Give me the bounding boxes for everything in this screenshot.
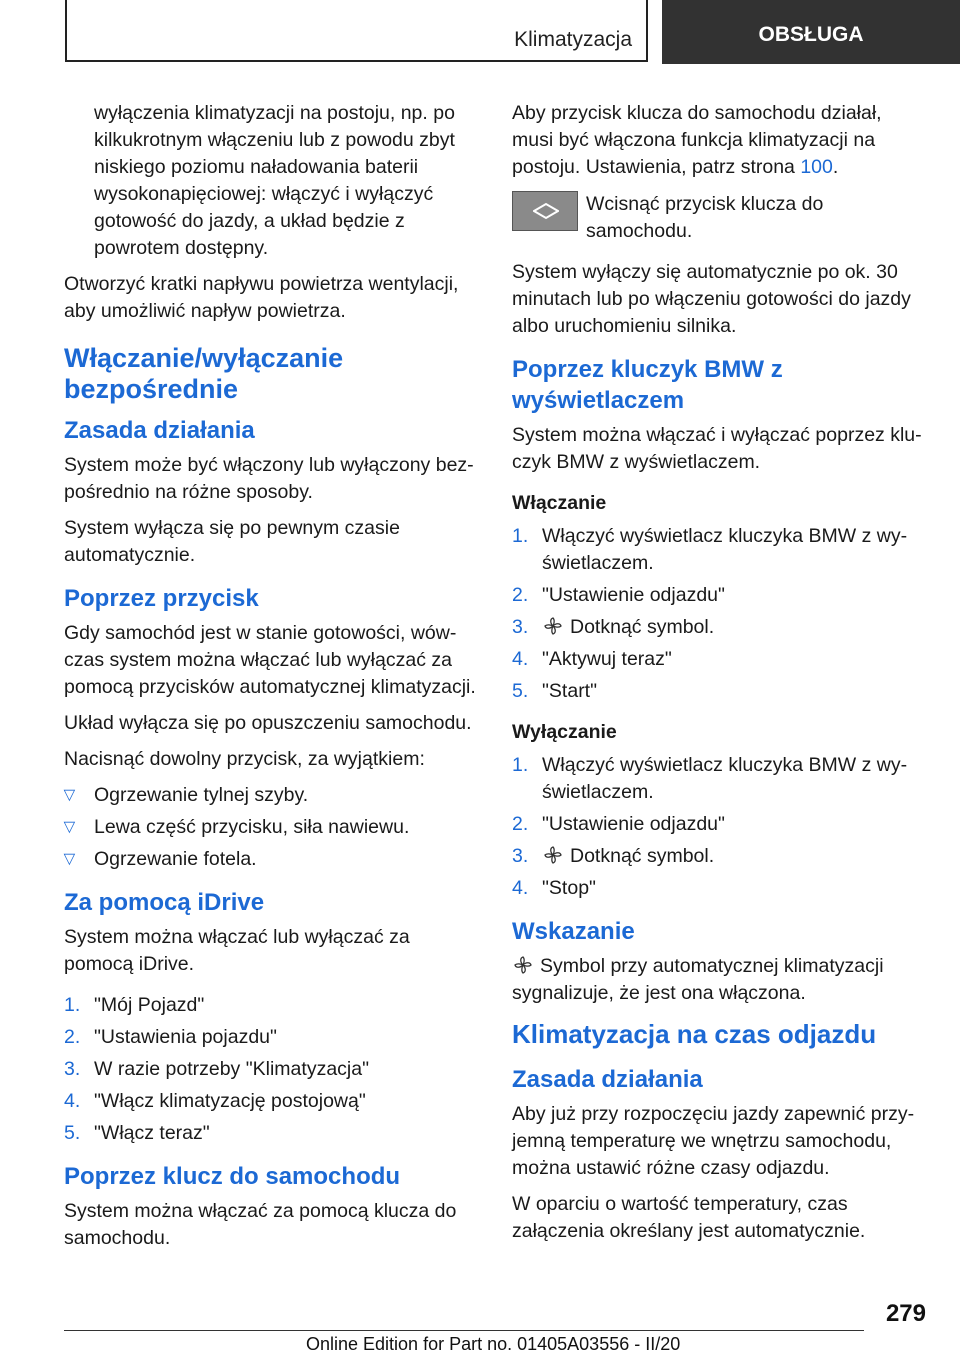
step-text: "Stop"	[542, 877, 596, 899]
step-number: 1.	[64, 994, 81, 1016]
list-item	[512, 582, 924, 609]
departure-paragraph-1: Aby już przy rozpoczęciu jazdy zapewnić przyjemną temperaturę we wnętrzu samochodu, można ustawić różne czasy odjazdu.	[512, 1103, 915, 1179]
step-text: W razie potrzeby "Klimatyzacja"	[94, 1058, 370, 1080]
period: .	[832, 156, 839, 178]
list-item	[64, 1120, 476, 1147]
step-text: "Ustawienie odjazdu"	[542, 813, 725, 835]
step-text: Dotknąć symbol.	[570, 616, 715, 638]
heading-display-key: Poprzez kluczyk BMW z wyświetlaczem	[512, 356, 783, 414]
switch-off-steps	[512, 752, 924, 902]
heading-departure: Klimatyzacja na czas odjazdu	[512, 1019, 877, 1049]
idrive-steps	[64, 992, 476, 1147]
vents-paragraph: Otworzyć kratki napływu powietrza wentylacji, aby umożliwić napływ powietrza.	[64, 273, 459, 322]
intro-paragraph: wyłączenia klimatyzacji na postoju, np. po kilkukrotnym włączeniu lub z powodu zbyt niskiego poziomu naładowania baterii wysokonapięciowej: włączyć i wyłączyć gotowość do jazdy, a układ będzie z powrotem dostępny.	[94, 102, 455, 259]
button-paragraph-3: Nacisnąć dowolny przycisk, za wyjątkiem:	[64, 748, 425, 770]
step-number: 3.	[512, 845, 529, 867]
principle-paragraph-2: System wyłącza się po pewnym czasie automatycznie.	[64, 517, 400, 566]
step-number: 2.	[512, 813, 529, 835]
key-settings-text: Aby przycisk klucza do samochodu działał, musi być włączona funkcja klimatyzacji na postoju. Ustawienia, patrz strona	[512, 102, 882, 178]
list-item	[512, 614, 924, 641]
list-item	[64, 1024, 476, 1051]
fan-icon	[542, 616, 564, 636]
key-button-row	[512, 191, 924, 245]
heading-switch-off: Wyłączanie	[512, 721, 617, 743]
step-number: 2.	[512, 584, 529, 606]
step-number: 4.	[512, 648, 529, 670]
heading-idrive: Za pomocą iDrive	[64, 889, 265, 916]
list-item	[64, 1056, 476, 1083]
step-text: "Ustawienie odjazdu"	[542, 584, 725, 606]
switch-on-steps	[512, 523, 924, 705]
idrive-paragraph: System można włączać lub wyłączać za pomocą iDrive.	[64, 926, 410, 975]
list-item	[512, 646, 924, 673]
list-item	[64, 992, 476, 1019]
footer-divider	[64, 1330, 864, 1331]
step-number: 3.	[512, 616, 529, 638]
page-link[interactable]: 100	[800, 156, 833, 178]
step-number: 5.	[512, 680, 529, 702]
list-item	[512, 523, 924, 577]
display-key-paragraph: System można włączać i wyłączać poprzez kluczyk BMW z wyświetlaczem.	[512, 424, 922, 473]
auto-off-paragraph: System wyłączy się automatycznie po ok. 30 minutach lub po włączeniu gotowości do jazdy albo uruchomieniu silnika.	[512, 261, 911, 337]
header-section-title: Klimatyzacja	[514, 28, 632, 51]
step-text: "Aktywuj teraz"	[542, 648, 672, 670]
header-frame	[65, 0, 648, 62]
step-number: 3.	[64, 1058, 81, 1080]
key-settings-paragraph	[512, 100, 924, 181]
heading-direct: Włączanie/wyłączanie bezpośrednie	[64, 343, 344, 404]
step-number: 2.	[64, 1026, 81, 1048]
principle-paragraph-1: System może być włączony lub wyłączony bezpośrednio na różne sposoby.	[64, 454, 474, 503]
heading-principle: Zasada działania	[64, 417, 255, 444]
list-item	[512, 678, 924, 705]
key-paragraph: System można włączać za pomocą klucza do samochodu.	[64, 1200, 457, 1249]
fan-icon	[512, 955, 534, 975]
step-text: "Ustawienia pojazdu"	[94, 1026, 277, 1048]
list-item	[512, 875, 924, 902]
list-item	[64, 1088, 476, 1115]
step-text: Włączyć wyświetlacz kluczyka BMW z wyświetlaczem.	[542, 525, 908, 574]
step-number: 4.	[512, 877, 529, 899]
list-item: ▷ Ogrzewanie fotela.	[64, 846, 476, 873]
header-chapter-tab: OBSŁUGA	[662, 0, 960, 64]
step-text: Dotknąć symbol.	[570, 845, 715, 867]
step-number: 1.	[512, 754, 529, 776]
heading-button: Poprzez przycisk	[64, 585, 259, 612]
step-number: 5.	[64, 1122, 81, 1144]
step-number: 4.	[64, 1090, 81, 1112]
exceptions-list	[64, 782, 476, 873]
indicator-paragraph	[512, 953, 924, 1007]
step-text: "Włącz klimatyzację postojową"	[94, 1090, 366, 1112]
list-item	[512, 752, 924, 806]
fan-icon	[542, 845, 564, 865]
step-text: "Start"	[542, 680, 598, 702]
button-paragraph-1: Gdy samochód jest w stanie gotowości, wówczas system można włączać lub wyłączać za pomocą przycisków automatycznej klimatyzacji.	[64, 622, 476, 698]
heading-key: Poprzez klucz do samochodu	[64, 1163, 401, 1190]
step-text: "Mój Pojazd"	[94, 994, 205, 1016]
step-text: "Włącz teraz"	[94, 1122, 210, 1144]
step-number: 1.	[512, 525, 529, 547]
heading-indicator: Wskazanie	[512, 918, 635, 945]
footer-edition: Online Edition for Part no. 01405A03556 - II/20	[306, 1334, 681, 1354]
heading-principle-2: Zasada działania	[512, 1066, 703, 1093]
button-paragraph-2: Układ wyłącza się po opuszczeniu samochodu.	[64, 712, 472, 734]
list-item: ▷ Lewa część przycisku, siła nawiewu.	[64, 814, 476, 841]
key-climate-button-icon	[512, 191, 578, 231]
indicator-text: Symbol przy automatycznej klimatyzacji sygnalizuje, że jest ona włączona.	[512, 955, 884, 1004]
heading-switch-on: Włączanie	[512, 492, 607, 514]
left-column	[64, 100, 476, 1261]
list-item	[512, 811, 924, 838]
list-item	[512, 843, 924, 870]
page-number: 279	[885, 1300, 926, 1327]
departure-paragraph-2: W oparciu o wartość temperatury, czas załączenia określany jest automatycznie.	[512, 1193, 866, 1242]
right-column	[512, 100, 924, 1254]
list-item: ▷ Ogrzewanie tylnej szyby.	[64, 782, 476, 809]
step-text: Włączyć wyświetlacz kluczyka BMW z wyświetlaczem.	[542, 754, 908, 803]
press-key-paragraph: Wcisnąć przycisk klucza do samochodu.	[586, 193, 824, 242]
